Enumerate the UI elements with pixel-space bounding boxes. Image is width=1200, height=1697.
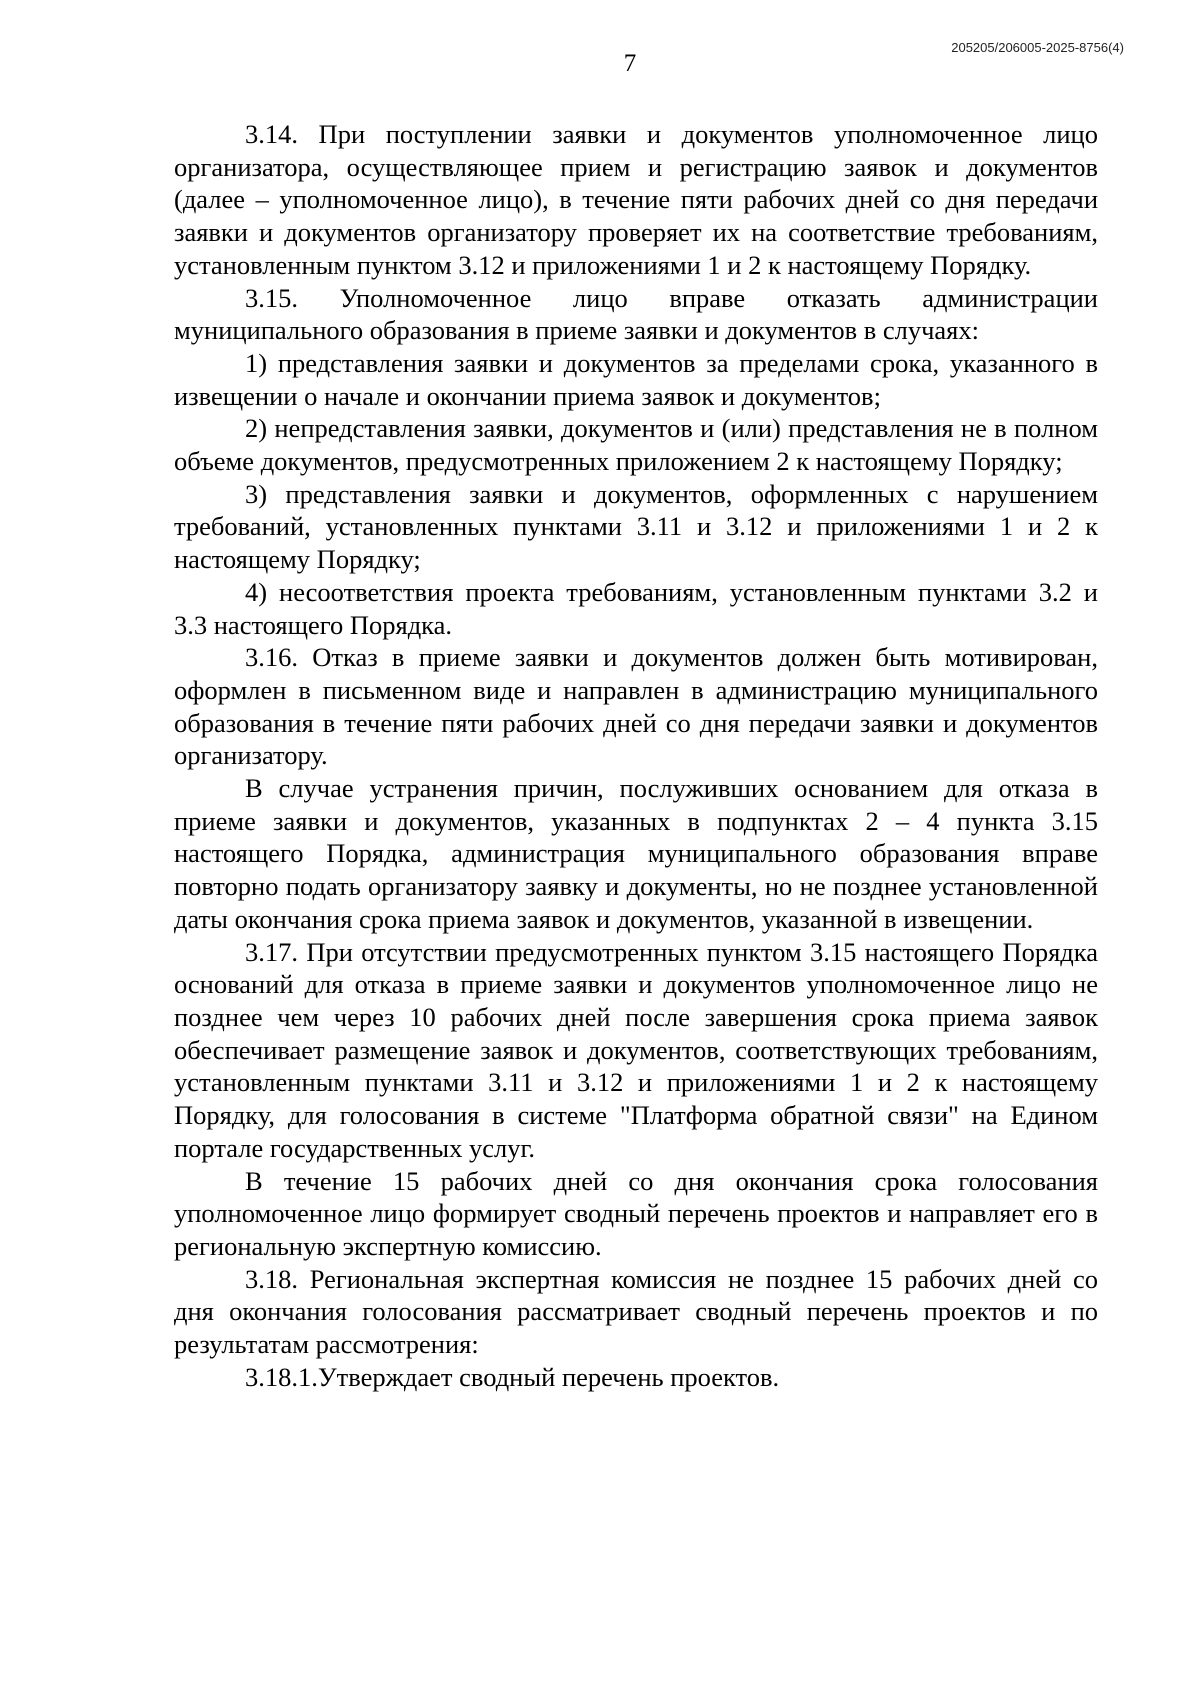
paragraph-3-18-1: 3.18.1.Утверждает сводный перечень проектов. (245, 1361, 780, 1392)
paragraph-3-15-item-2: 2) непредставления заявки, документов и (или) представления не в полном объеме документов, предусмотренных приложением 2 к настоящему Порядку; (174, 413, 1098, 477)
paragraph-3-15: 3.15. Уполномоченное лицо вправе отказать администрации муниципального образования в приеме заявки и документов в случаях: (174, 282, 1098, 346)
paragraph-3-14: 3.14. При поступлении заявки и документов уполномоченное лицо организатора, осуществляющее прием и регистрацию заявок и документов (далее – уполномоченное лицо), в течение пяти рабочих дней со дня передачи заявки и документов организатору проверяет их на соответствие требованиям, установленным пунктом 3.12 и приложениями 1 и 2 к настоящему Порядку. (174, 119, 1098, 280)
paragraph-3-15-item-1: 1) представления заявки и документов за пределами срока, указанного в извещении о начале и окончании приема заявок и документов; (174, 347, 1098, 411)
paragraph-3-16-resubmission: В случае устранения причин, послуживших основанием для отказа в приеме заявки и документов, указанных в подпунктах 2 – 4 пункта 3.15 настоящего Порядка, администрация муниципального образования вправе повторно подать организатору заявку и документы, но не позднее установленной даты окончания срока приема заявок и документов, указанной в извещении. (174, 773, 1098, 934)
paragraph-3-18: 3.18. Региональная экспертная комиссия не позднее 15 рабочих дней со дня окончания голосования рассматривает сводный перечень проектов и по результатам рассмотрения: (174, 1263, 1098, 1360)
paragraph-3-17: 3.17. При отсутствии предусмотренных пунктом 3.15 настоящего Порядка оснований для отказа в приеме заявки и документов уполномоченное лицо не позднее чем через 10 рабочих дней после завершения срока приема заявок обеспечивает размещение заявок и документов, соответствующих требованиям, установленным пунктами 3.11 и 3.12 и приложениями 1 и 2 к настоящему Порядку, для голосования в системе "Платформа обратной связи" на Едином портале государственных услуг. (174, 936, 1098, 1163)
paragraph-3-15-item-3: 3) представления заявки и документов, оформленных с нарушением требований, установленных пунктами 3.11 и 3.12 и приложениями 1 и 2 к настоящему Порядку; (174, 478, 1098, 575)
paragraph-3-17-summary-list: В течение 15 рабочих дней со дня окончания срока голосования уполномоченное лицо формирует сводный перечень проектов и направляет его в региональную экспертную комиссию. (174, 1165, 1098, 1261)
document-body (174, 118, 1098, 1393)
document-registration-number: 205205/206005-2025-8756(4) (951, 40, 1124, 55)
page-number: 7 (623, 50, 637, 77)
paragraph-3-15-item-4: 4) несоответствия проекта требованиям, установленным пунктами 3.2 и 3.3 настоящего Порядка. (174, 576, 1098, 640)
paragraph-3-16: 3.16. Отказ в приеме заявки и документов должен быть мотивирован, оформлен в письменном виде и направлен в администрацию муниципального образования в течение пяти рабочих дней со дня передачи заявки и документов организатору. (174, 642, 1098, 771)
